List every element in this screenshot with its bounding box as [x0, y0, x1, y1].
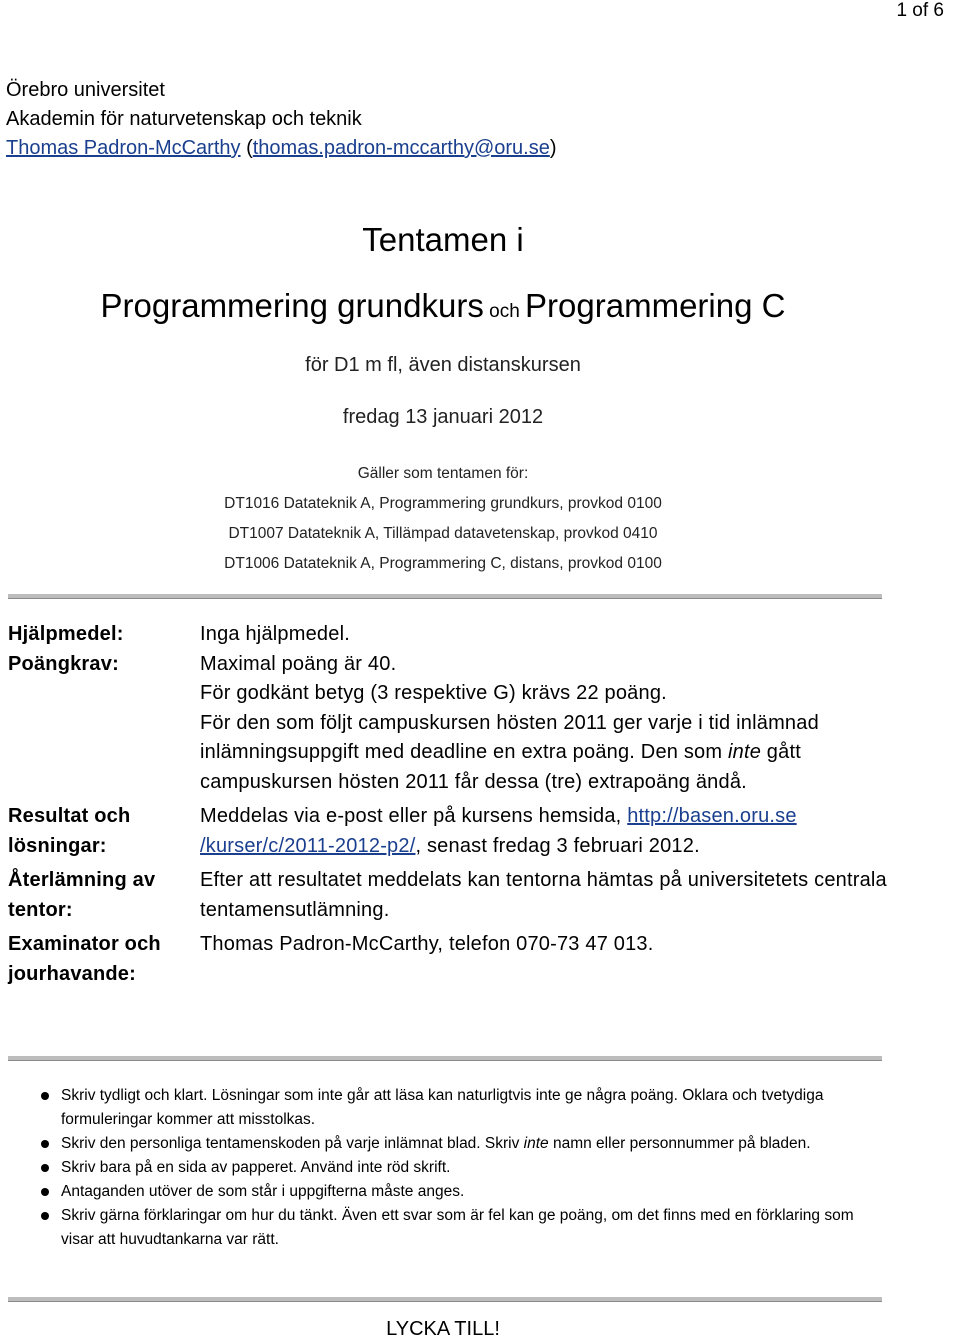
- bullet-icon: [41, 1092, 49, 1100]
- instruction-item: [61, 1180, 880, 1204]
- exam-title: Tentamen i: [362, 221, 524, 258]
- aids-label: Hjälpmedel:: [8, 623, 124, 645]
- instruction-text: Skriv tydligt och klart. Lösningar som inte går att läsa kan naturligtvis inte ge några poäng. Oklara och tvetydiga formuleringar kommer att misstolkas.: [61, 1087, 824, 1128]
- author-line: [6, 134, 557, 163]
- och-connector: och: [483, 301, 526, 322]
- examiner-value: Thomas Padron-McCarthy, telefon 070-73 47 013.: [200, 933, 654, 955]
- results-label: [8, 802, 200, 861]
- results-label-line: Resultat och: [8, 805, 131, 827]
- instruction-text: Skriv bara på en sida av papperet. Använd inte röd skrift.: [61, 1159, 451, 1176]
- course-code-line: DT1016 Datateknik A, Programmering grundkurs, provkod 0100: [224, 495, 662, 512]
- instruction-text: Skriv gärna förklaringar om hur du tänkt. Även ett svar som är fel kan ge poäng, om det finns med en förklaring som visar att huvudtankarna var rätt.: [61, 1207, 854, 1248]
- results-label-line: lösningar:: [8, 834, 107, 857]
- course-code-line: DT1007 Datateknik A, Tillämpad datavetenskap, provkod 0410: [228, 525, 658, 542]
- instruction-item: [61, 1132, 880, 1156]
- points-extra: [200, 709, 888, 798]
- applies-heading: Gäller som tentamen för:: [357, 465, 529, 482]
- info-row-results: [8, 802, 888, 861]
- closing-message: LYCKA TILL!: [386, 1318, 500, 1340]
- subtitle: för D1 m fl, även distanskursen: [305, 354, 581, 376]
- bullet-icon: [41, 1212, 49, 1220]
- divider-middle: [8, 1056, 882, 1061]
- return-label-line: Återlämning av: [8, 869, 156, 891]
- return-value: Efter att resultatet meddelats kan tentorna hämtas på universitetets centrala tentamensutlämning.: [200, 869, 887, 921]
- info-row-examiner: [8, 930, 888, 989]
- instruction-item: [61, 1204, 880, 1252]
- points-value: [200, 650, 888, 798]
- bullet-icon: [41, 1140, 49, 1148]
- info-row-points: [8, 650, 888, 798]
- instruction-item: [61, 1084, 880, 1132]
- instruction-item: [61, 1156, 880, 1180]
- document-header: [6, 76, 557, 163]
- results-deadline: , senast fredag 3 februari 2012.: [415, 834, 700, 857]
- page-number: 1 of 6: [896, 0, 944, 21]
- applicable-courses: [0, 459, 886, 579]
- return-label: [8, 866, 200, 925]
- exam-courses-title: [0, 287, 886, 325]
- course-2-title: Programmering C: [525, 287, 786, 324]
- school-name: Akademin för naturvetenskap och teknik: [6, 108, 362, 130]
- divider-top: [8, 594, 882, 599]
- course-code-line: DT1006 Datateknik A, Programmering C, distans, provkod 0100: [224, 555, 662, 572]
- examiner-label: [8, 930, 200, 989]
- points-line: För godkänt betyg (3 respektive G) krävs 22 poäng.: [200, 682, 667, 704]
- points-extra-emphasis: inte: [728, 741, 762, 763]
- info-row-return: [8, 866, 888, 925]
- points-extra-text: För den som följt campuskursen hösten 2011 ger varje i tid inlämnad inlämningsuppgift med deadline en extra poäng. Den som: [200, 711, 819, 763]
- university-name: Örebro universitet: [6, 79, 165, 101]
- info-row-aids: [8, 620, 888, 650]
- instructions-list: [0, 1084, 880, 1252]
- results-text: Meddelas via e-post eller på kursens hemsida,: [200, 805, 628, 827]
- course-1-title: Programmering grundkurs: [100, 287, 484, 324]
- author-email-link[interactable]: thomas.padron-mccarthy@oru.se: [252, 137, 550, 159]
- instruction-emphasis: inte: [523, 1135, 549, 1152]
- aids-value: Inga hjälpmedel.: [200, 623, 350, 645]
- results-value: [200, 802, 888, 861]
- points-extra-text: gått campuskursen hösten 2011 får dessa (tre) extrapoäng ändå.: [200, 741, 801, 793]
- author-name-link[interactable]: Thomas Padron-McCarthy: [6, 137, 241, 159]
- instruction-text: Skriv den personliga tentamenskoden på varje inlämnat blad. Skriv: [61, 1135, 524, 1152]
- examiner-label-line: jourhavande:: [8, 962, 136, 985]
- close-paren: ): [549, 137, 557, 159]
- exam-info-table: [8, 620, 888, 989]
- points-label: Poängkrav:: [8, 652, 119, 675]
- course-website-link-part: http://basen.oru.se: [627, 805, 797, 827]
- bullet-icon: [41, 1188, 49, 1196]
- open-paren: (: [240, 137, 253, 159]
- points-line: Maximal poäng är 40.: [200, 652, 397, 675]
- examiner-label-line: Examinator och: [8, 933, 161, 955]
- instruction-text: namn eller personnummer på bladen.: [548, 1135, 811, 1152]
- course-website-link-part: /kurser/c/2011-2012-p2/: [200, 834, 416, 857]
- exam-date: fredag 13 januari 2012: [342, 406, 544, 428]
- instruction-text: Antaganden utöver de som står i uppgifterna måste anges.: [61, 1183, 465, 1200]
- return-label-line: tentor:: [8, 898, 73, 921]
- divider-bottom: [8, 1297, 882, 1302]
- bullet-icon: [41, 1164, 49, 1172]
